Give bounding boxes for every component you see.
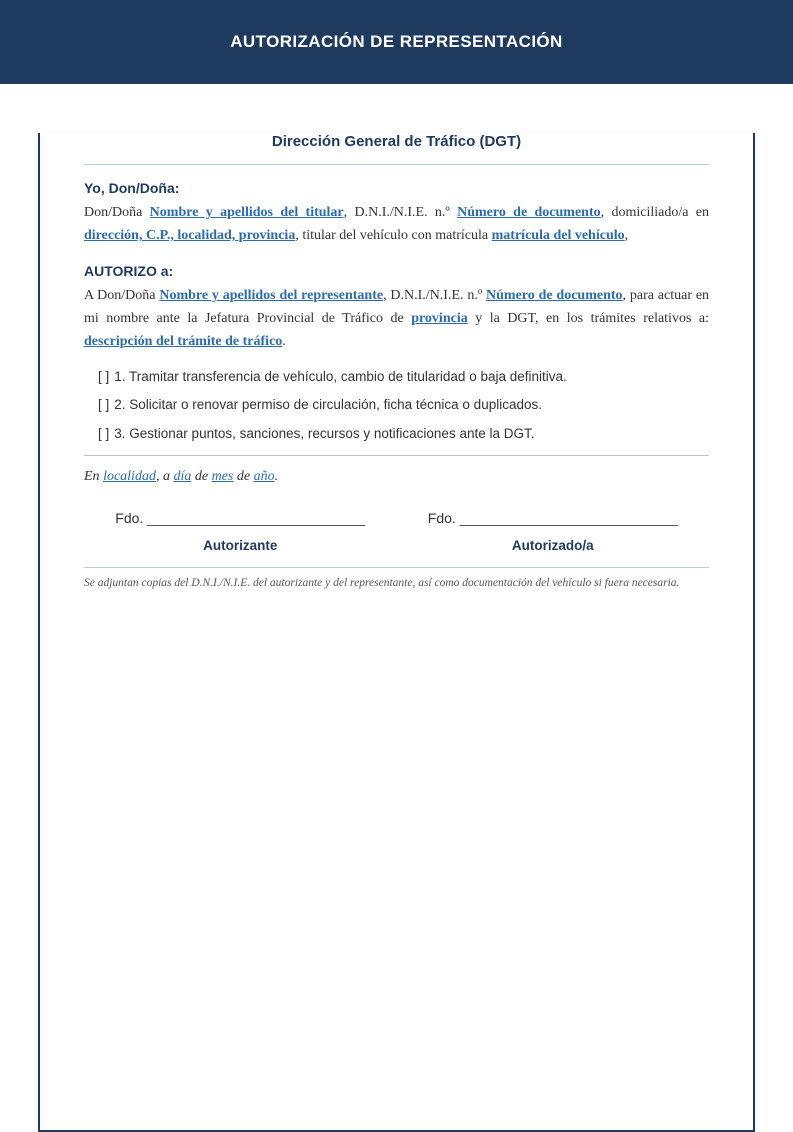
doc-title: Dirección General de Tráfico (DGT) [271, 133, 522, 150]
text-segment: En [84, 468, 104, 484]
signature-blank: ____________________________ [459, 509, 678, 526]
text-segment: , a [155, 468, 174, 484]
checkbox-2[interactable]: [ ] [98, 397, 110, 413]
checkbox-3-label: 3. Gestionar puntos, sanciones, recursos y notificaciones ante la DGT. [114, 425, 535, 441]
titular-paragraph [84, 202, 709, 248]
fdo-label: Fdo. [115, 509, 144, 526]
divider-bottom [84, 567, 709, 568]
options-list [98, 369, 709, 441]
link-provincia[interactable]: provincia [411, 310, 468, 326]
divider-middle [84, 455, 709, 456]
text-segment: , domiciliado/a en [600, 205, 710, 220]
section-heading-yo: Yo, Don/Doña: [84, 180, 180, 196]
link-mes[interactable]: mes [211, 468, 234, 484]
representante-paragraph [84, 285, 709, 354]
signature-caption-autorizado: Autorizado/a [511, 537, 594, 553]
signature-line-autorizado [397, 510, 710, 526]
date-line [84, 469, 709, 485]
checkbox-item-3 [98, 426, 709, 441]
link-direccion[interactable]: dirección, C.P., localidad, provincia [84, 227, 296, 243]
text-segment: , titular del vehículo con matrícula [295, 227, 492, 243]
signature-block-autorizado [397, 510, 710, 553]
text-segment: , para actuar en mi nombre ante la Jefatura Provincial de Tráfico de [84, 287, 710, 326]
signature-line-autorizante [84, 510, 397, 526]
text-segment: A Don/Doña [84, 287, 160, 303]
page-frame [38, 133, 755, 1132]
signature-blank: ____________________________ [147, 509, 366, 526]
link-anio[interactable]: año [253, 468, 275, 484]
text-segment: y la DGT, en los trámites relativos a: [467, 310, 710, 326]
link-nombre-titular[interactable]: Nombre y apellidos del titular [149, 205, 344, 220]
footer-note: Se adjuntan copias del D.N.I./N.I.E. del autorizante y del representante, así como documentación del vehículo si fuera necesaria. [84, 576, 680, 589]
text-segment: . [282, 333, 286, 349]
checkbox-1-label: 1. Tramitar transferencia de vehículo, cambio de titularidad o baja definitiva. [114, 368, 567, 384]
text-segment: de [191, 468, 212, 484]
text-segment: de [233, 468, 254, 484]
text-segment: , D.N.I./N.I.E. n.º [343, 205, 458, 220]
checkbox-item-1 [98, 369, 709, 384]
signature-block-autorizante [84, 510, 397, 553]
checkbox-3[interactable]: [ ] [98, 425, 110, 441]
section-heading-autorizo: AUTORIZO a: [84, 262, 174, 279]
checkbox-item-2 [98, 397, 709, 412]
checkbox-1[interactable]: [ ] [98, 368, 110, 384]
checkbox-2-label: 2. Solicitar o renovar permiso de circulación, ficha técnica o duplicados. [114, 397, 542, 413]
document-header [0, 0, 793, 84]
link-matricula[interactable]: matrícula del vehículo [491, 227, 625, 243]
text-segment: . [274, 468, 279, 484]
text-segment: , D.N.I./N.I.E. n.º [383, 287, 487, 303]
fdo-label: Fdo. [427, 509, 456, 526]
document-header-title: AUTORIZACIÓN DE REPRESENTACIÓN [230, 32, 563, 51]
link-localidad[interactable]: localidad [103, 468, 156, 484]
text-segment: , [624, 227, 629, 243]
link-nombre-representante[interactable]: Nombre y apellidos del representante [159, 287, 384, 303]
text-segment: Don/Doña [84, 205, 150, 220]
divider-top [84, 164, 709, 165]
signature-caption-autorizante: Autorizante [203, 537, 278, 553]
link-numero-documento-representante[interactable]: Número de documento [486, 287, 623, 303]
signature-row [84, 510, 709, 553]
link-descripcion-tramite[interactable]: descripción del trámite de tráfico [84, 333, 283, 349]
link-dia[interactable]: día [173, 468, 192, 484]
link-numero-documento-titular[interactable]: Número de documento [457, 205, 601, 220]
